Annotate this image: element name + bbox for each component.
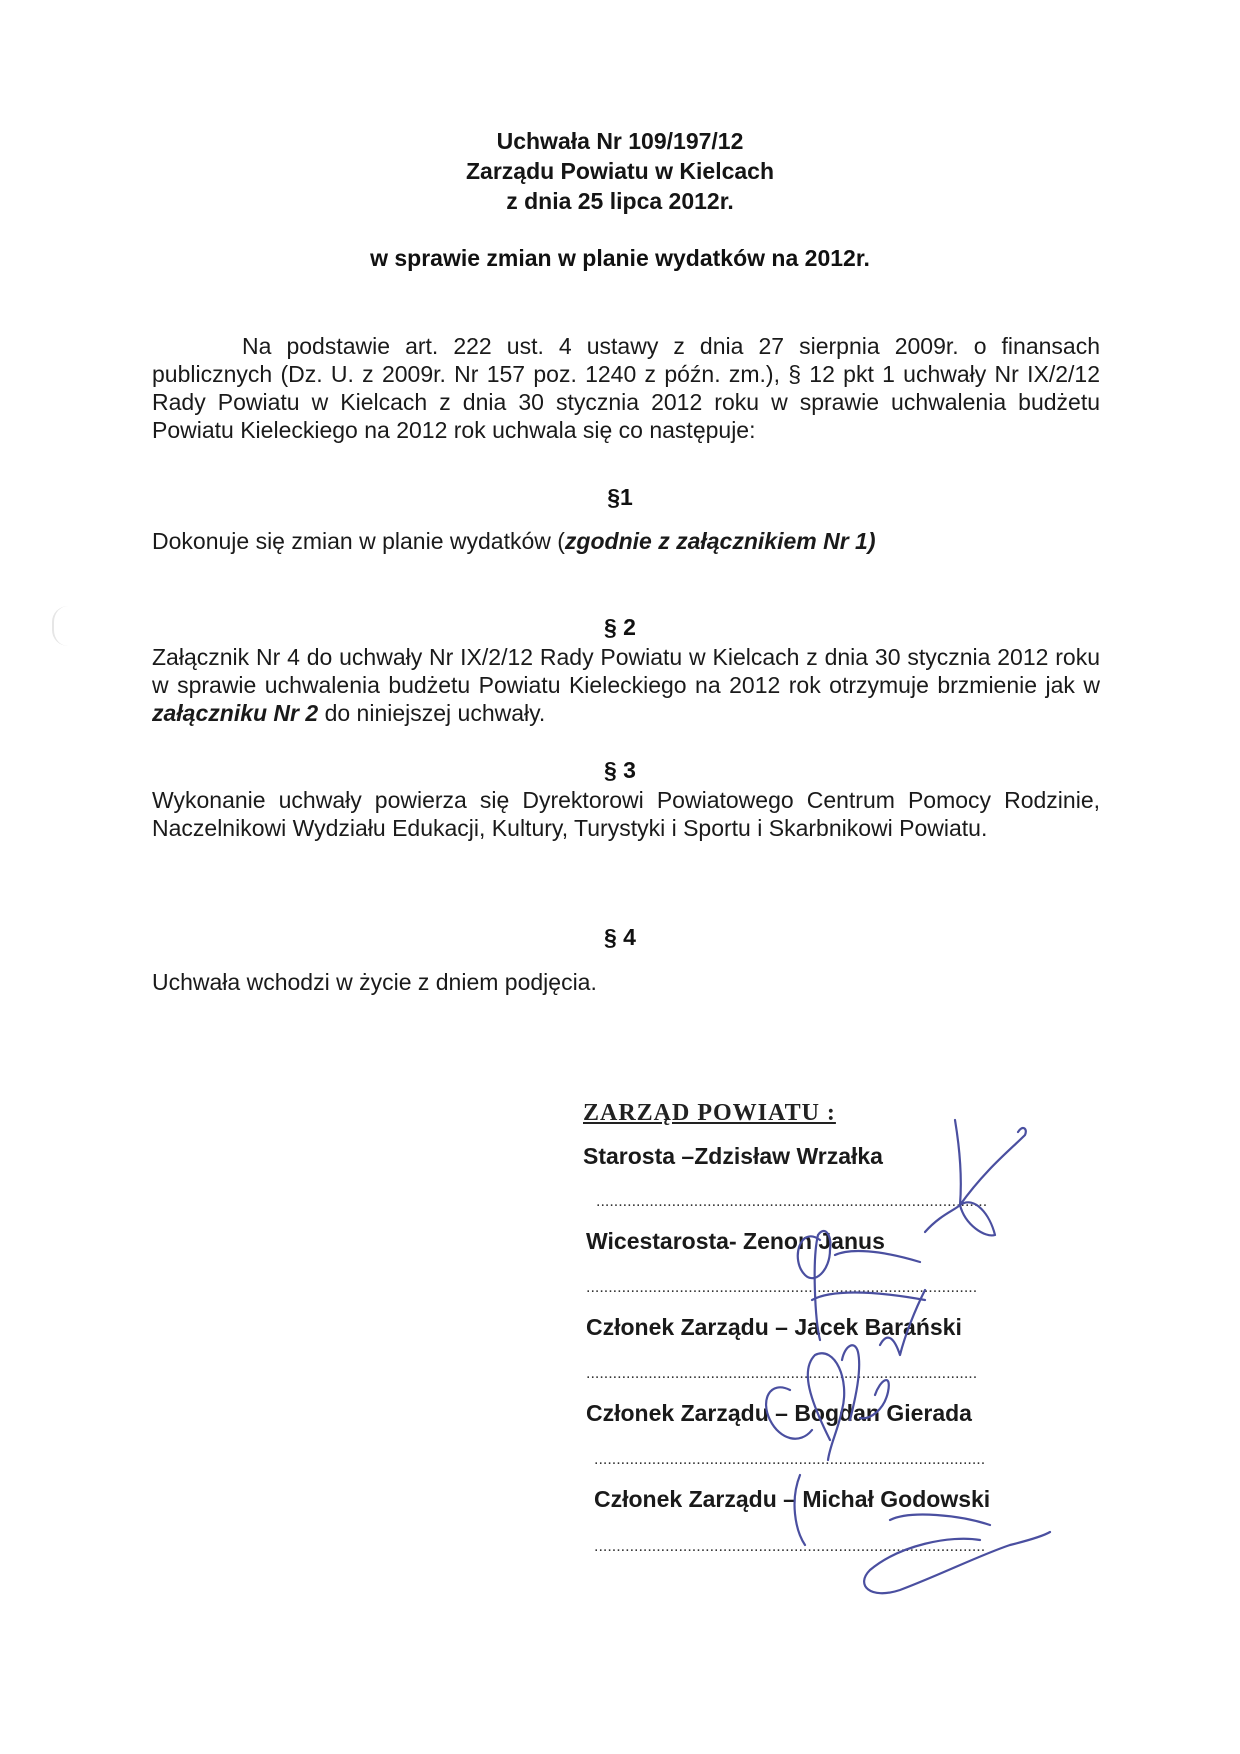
section-4-heading: § 4	[604, 924, 636, 950]
section-4-text: Uchwała wchodzi w życie z dniem podjęcia.	[152, 969, 597, 995]
section-1-text: Dokonuje się zmian w planie wydatków (zgodnie z załącznikiem Nr 1)	[152, 528, 876, 554]
section-1-heading: §1	[607, 484, 633, 510]
signature-line: ........................................................................................	[594, 1451, 986, 1468]
resolution-number: Uchwała Nr 109/197/12	[496, 128, 744, 154]
section-2-heading: § 2	[604, 614, 636, 640]
signatory-wicestarosta: Wicestarosta- Zenon Janus	[586, 1228, 885, 1254]
signatory-member-gierada: Członek Zarządu – Bogdan Gierada	[586, 1400, 972, 1426]
issuing-body: Zarządu Powiatu w Kielcach	[465, 158, 775, 184]
section-1-emphasis: zgodnie z załącznikiem Nr 1)	[564, 528, 876, 554]
section-2-emphasis: załączniku Nr 2	[152, 700, 319, 726]
signatory-starosta: Starosta –Zdzisław Wrzałka	[583, 1143, 883, 1169]
board-title: ZARZĄD POWIATU :	[583, 1100, 836, 1126]
signature-line: ........................................................................................	[594, 1538, 986, 1555]
signature-line: ........................................................................................	[596, 1193, 988, 1210]
signature-starosta	[955, 1120, 1026, 1235]
signature-line: ........................................................................................	[586, 1365, 978, 1382]
signatory-member-godowski: Członek Zarządu – Michał Godowski	[594, 1486, 991, 1512]
legal-basis-paragraph: Na podstawie art. 222 ust. 4 ustawy z dnia 27 sierpnia 2009r. o finansach publicznych (Dz. U. z 2009r. Nr 157 poz. 1240 z późn. zm.), § 12 pkt 1 uchwały Nr IX/2/12 Rady Powiatu w Kielcach z dnia 30 stycznia 2012 roku w sprawie uchwalenia budżetu Powiatu Kieleckiego na 2012 rok uchwala się co następuje:	[152, 333, 1100, 443]
signature-line: ........................................................................................	[586, 1279, 978, 1296]
signatory-member-baranski: Członek Zarządu – Jacek Barański	[586, 1314, 962, 1340]
section-3-heading: § 3	[604, 757, 636, 783]
section-2-text: Załącznik Nr 4 do uchwały Nr IX/2/12 Rady Powiatu w Kielcach z dnia 30 stycznia 2012 roku w sprawie uchwalenia budżetu Powiatu Kieleckiego na 2012 rok otrzymuje brzmienie jak w załączniku Nr 2 do niniejszej uchwały.	[152, 644, 1100, 726]
section-3-text: Wykonanie uchwały powierza się Dyrektorowi Powiatowego Centrum Pomocy Rodzinie, Naczelnikowi Wydziału Edukacji, Kultury, Turystyki i Sportu i Skarbnikowi Powiatu.	[152, 787, 1100, 841]
resolution-subject: w sprawie zmian w planie wydatków na 2012r.	[370, 245, 870, 271]
resolution-date: z dnia 25 lipca 2012r.	[506, 188, 734, 214]
